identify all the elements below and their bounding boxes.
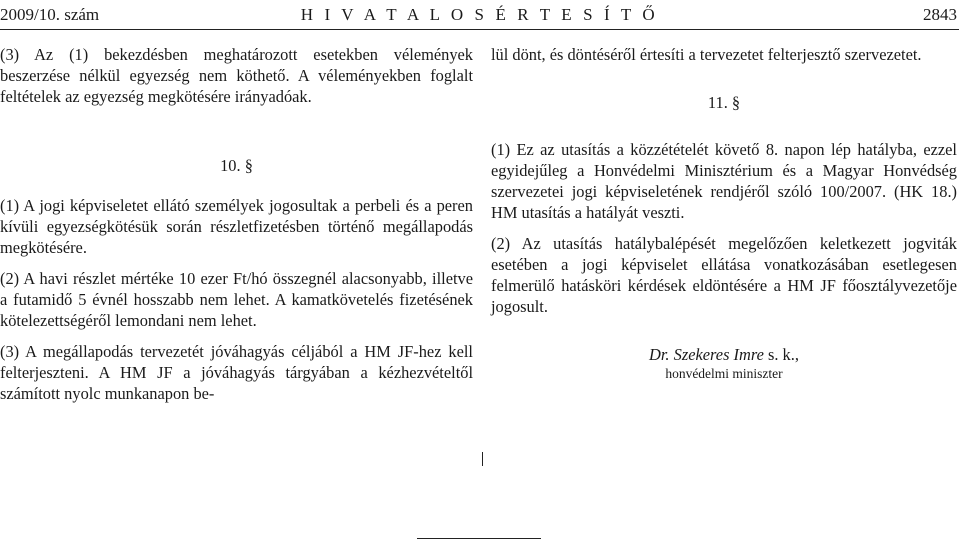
issue-number: 2009/10. szám [0,5,100,24]
paragraph: (3) Az (1) bekezdésben meghatározott esetekben vélemények beszerzése nélkül egyezség nem köthető. A véleményekben foglalt feltételek az egyezség megkötésére irányadóak. [0,45,473,106]
section-heading-11: 11. § [707,93,741,112]
signature-line [491,344,957,365]
left-column [0,44,473,404]
paragraph: (3) A megállapodás tervezetét jóváhagyás céljából a HM JF-hez kell felterjeszteni. A HM JF a jóváhagyás tárgyában a kézhezvételtől számított nyolc munkanapon be- [0,342,473,403]
signatory-name: Dr. Szekeres Imre [649,345,764,364]
signature-suffix: s. k., [763,345,799,364]
page-header [0,0,959,30]
paragraph: (2) Az utasítás hatálybalépését megelőzően keletkezett jogviták esetében a jogi képviselet ellátása vonatkozásában esetlegesen felmerülő hatásköri kérdések eldöntésére a HM JF főosztályvezetője jogosult. [491,234,957,316]
column-divider [482,452,483,466]
right-column [491,44,957,383]
header-rule [0,29,959,30]
signatory-title: honvédelmi miniszter [665,366,783,381]
signature-block [491,344,957,383]
paragraph: (1) A jogi képviseletet ellátó személyek jogosultak a perbeli és a peren kívüli egyezségkötésük során részletfizetésben történő megállapodás megkötésére. [0,196,473,257]
paragraph: lül dönt, és döntéséről értesíti a tervezetet felterjesztő szervezetet. [491,45,922,64]
journal-title: H I V A T A L O S É R T E S Í T Ő [300,5,659,24]
section-heading-10: 10. § [220,156,253,175]
page-number: 2843 [923,5,957,24]
footer-rule [417,538,541,539]
paragraph: (1) Ez az utasítás a közzétételét követő 8. napon lép hatályba, ezzel egyidejűleg a Honvédelmi Minisztérium és a Magyar Honvédség szervezetei jogi képviseletének rendjéről szóló 100/2007. (HK 18.) HM utasítás a hatályát veszti. [491,140,957,222]
paragraph: (2) A havi részlet mértéke 10 ezer Ft/hó összegnél alacsonyabb, illetve a futamidő 5 évnél hosszabb nem lehet. A kamatkövetelés fizetésének kötelezettségéről lemondani nem lehet. [0,269,473,330]
